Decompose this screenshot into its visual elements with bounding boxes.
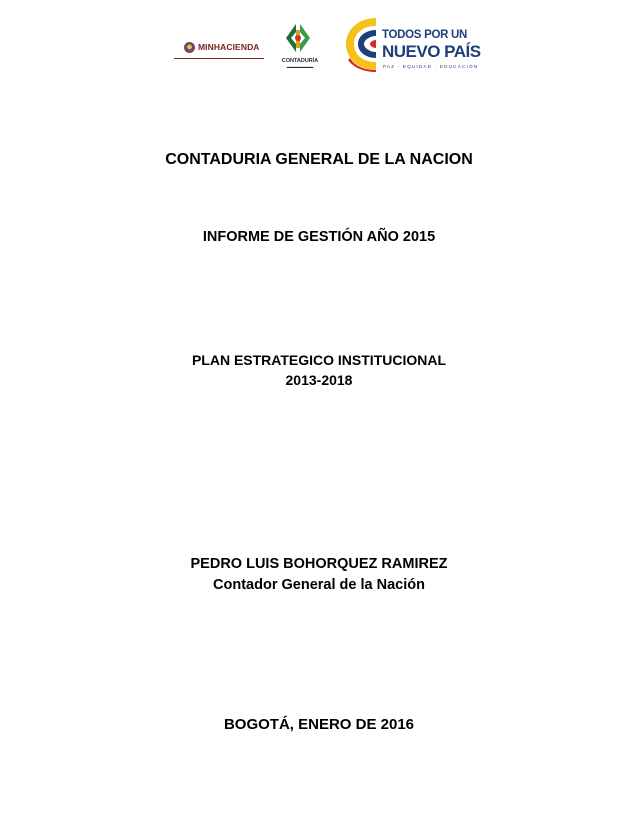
organization-title: CONTADURIA GENERAL DE LA NACION [165,151,473,168]
contaduria-logo-caption: CONTADURÍA [281,58,319,64]
todos-por-un-nuevo-pais-emblem-icon [340,14,382,74]
strategic-plan-block [0,350,638,390]
strategic-plan-title: PLAN ESTRATEGICO INSTITUCIONAL [191,352,447,368]
colombia-seal-icon [184,42,195,53]
contaduria-emblem-icon [280,22,316,56]
todos-por-un-nuevo-pais-logo [340,14,481,76]
header-logos [170,14,480,76]
contaduria-logo-subcaption: ▬▬▬▬▬▬▬ [286,65,314,69]
place-and-date: BOGOTÁ, ENERO DE 2016 [223,716,415,733]
signatory-role: Contador General de la Nación [213,577,425,593]
todos-logo-line2: NUEVO PAÍS [382,42,481,61]
todos-logo-tagline: PAZ · EQUIDAD · EDUCACIÓN [383,64,479,69]
signatory-name: PEDRO LUIS BOHORQUEZ RAMIREZ [190,556,448,572]
strategic-plan-period: 2013-2018 [285,372,353,388]
report-title: INFORME DE GESTIÓN AÑO 2015 [202,229,436,245]
contaduria-logo [278,22,322,74]
todos-logo-line1: TODOS POR UN [382,29,468,41]
minhacienda-logo [174,42,266,72]
signatory-block [0,554,638,596]
minhacienda-logo-text: MINHACIENDA [198,42,260,52]
minhacienda-logo-rule [174,58,264,59]
